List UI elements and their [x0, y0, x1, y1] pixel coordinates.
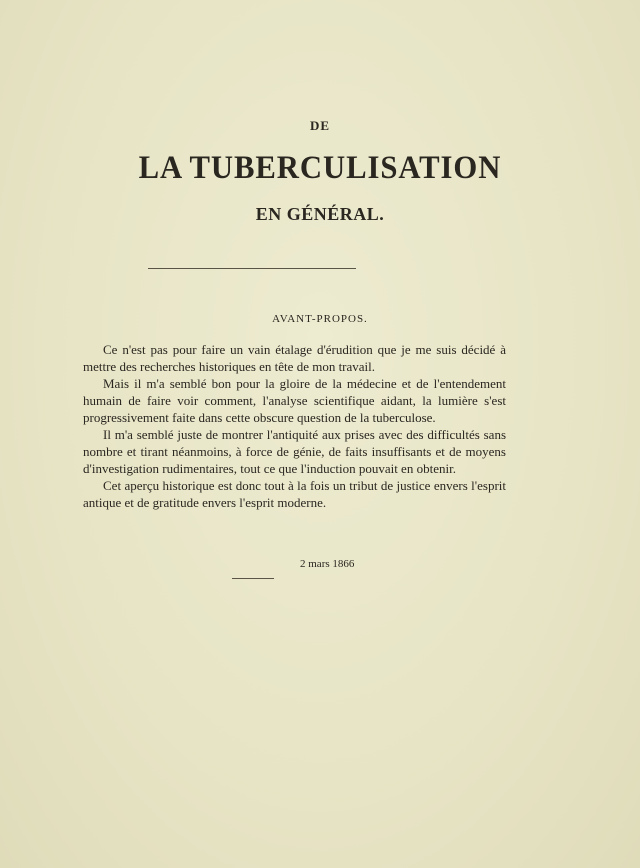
page-title: LA TUBERCULISATION: [138, 150, 502, 186]
paragraph: Il m'a semblé juste de montrer l'antiquité aux prises avec des difficultés sans nombre et tirant néanmoins, à force de génie, de faits insuffisants et de moyens d'investigation rudimentaires, tout ce que l'induction pouvait en obtenir.: [83, 427, 506, 476]
title-preposition: DE: [309, 118, 331, 133]
paragraph: Cet aperçu historique est donc tout à la fois un tribut de justice envers l'esprit antique et de gratitude envers l'esprit moderne.: [83, 478, 506, 510]
paragraph: Ce n'est pas pour faire un vain étalage d'érudition que je me suis décidé à mettre des recherches historiques en tête de mon travail.: [83, 342, 506, 374]
page-subtitle: EN GÉNÉRAL.: [255, 204, 385, 224]
section-heading: AVANT-PROPOS.: [272, 313, 368, 325]
title-divider: [148, 268, 356, 269]
paragraph: Mais il m'a semblé bon pour la gloire de la médecine et de l'entendement humain de faire voir comment, l'analyse scientifique aidant, la lumière s'est progressivement faite dans cette obscure question de la tuberculose.: [83, 376, 506, 425]
body-text: [83, 341, 506, 511]
date-line: 2 mars 1866: [300, 558, 355, 570]
closing-divider: [232, 578, 274, 579]
